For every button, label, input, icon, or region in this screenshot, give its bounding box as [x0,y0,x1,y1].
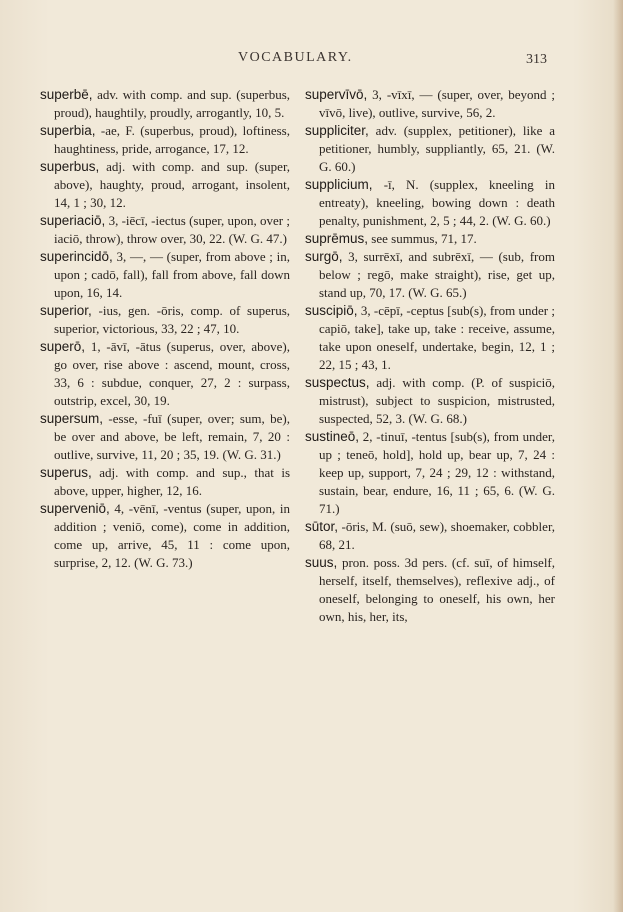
vocab-entry [40,464,290,500]
vocab-entry [40,122,290,158]
entry-text: -esse, -fuī (super, over; sum, be), be over and above, be left, remain, 7, 20 : outlive, survive, 11, 20 ; 35, 19. (W. G. 31.) [54,411,290,462]
vocab-entry [40,500,290,572]
vocab-entry [305,374,555,428]
vocab-entry [40,248,290,302]
entry-text: -ae, F. (superbus, proud), loftiness, haughtiness, pride, arrogance, 17, 12. [54,123,290,156]
entry-text: adj. with comp. and sup., that is above, upper, higher, 12, 16. [54,465,291,498]
vocab-entry [305,428,555,518]
page-header [0,50,623,72]
vocab-entry [305,518,555,554]
vocab-entry [40,86,290,122]
entry-text: 4, -vēnī, -ventus (super, upon, in addition ; veniō, come), come in addition, come up, arrive, 45, 11 : come upon, surprise, 2, 12. (W. G. 73.) [54,501,290,570]
entry-headword: supersum, [40,411,104,426]
vocab-entry [40,302,290,338]
right-column [305,86,555,626]
entry-text: 3, -vīxī, — (super, over, beyond ; vīvō, live), outlive, survive, 56, 2. [319,87,555,120]
entry-headword: superbia, [40,123,96,138]
entry-headword: superbē, [40,87,93,102]
entry-headword: sustineō, [305,429,360,444]
vocab-entry [40,212,290,248]
entry-text: -ī, N. (supplex, kneeling in entreaty), kneeling, bowing down : death penalty, punishment, 2, 5 ; 44, 2. (W. G. 60.) [319,177,555,228]
entry-headword: suppliciter, [305,123,369,138]
vocab-entry [40,410,290,464]
entry-headword: surgō, [305,249,343,264]
entry-text: -ius, gen. -ōris, comp. of superus, superior, victorious, 33, 22 ; 47, 10. [54,303,291,336]
entry-text: 3, surrēxī, and subrēxī, — (sub, from below ; regō, make straight), rise, get up, stand up, 70, 17. (W. G. 65.) [319,249,555,300]
entry-text: adj. with comp. (P. of suspiciō, mistrust), subject to suspicion, mistrusted, suspected, 52, 3. (W. G. 68.) [319,375,556,426]
entry-headword: superō, [40,339,86,354]
entry-headword: sūtor, [305,519,339,534]
entry-headword: supervīvō, [305,87,368,102]
entry-text: 2, -tinuī, -tentus [sub(s), from under, up ; teneō, hold], hold up, bear up, 7, 24 : keep up, support, 7, 24 ; 29, 12 : withstand, sustain, bear, endure, 16, 11 ; 65, 6. (W. G. 71.) [319,429,555,516]
left-column [40,86,290,572]
entry-text: adv. (supplex, petitioner), like a petitioner, humbly, suppliantly, 65, 21. (W. G. 60.) [319,123,556,174]
page-number: 313 [526,52,547,67]
entry-headword: superior, [40,303,92,318]
entry-headword: suus, [305,555,338,570]
vocab-entry [305,176,555,230]
vocab-entry [305,86,555,122]
vocab-entry [305,230,555,248]
entry-headword: supplicium, [305,177,373,192]
entry-headword: suprēmus, [305,231,369,246]
vocab-entry [305,302,555,374]
entry-text: 3, -iēcī, -iectus (super, upon, over ; iaciō, throw), throw over, 30, 22. (W. G. 47.) [54,213,290,246]
entry-text: see summus, 71, 17. [371,231,477,246]
vocab-entry [305,248,555,302]
entry-text: adj. with comp. and sup. (super, above), haughty, proud, arrogant, insolent, 14, 1 ; 30, 12. [54,159,291,210]
running-head: VOCABULARY. [238,50,353,65]
entry-headword: superveniō, [40,501,110,516]
entry-headword: suscipiō, [305,303,358,318]
entry-headword: suspectus, [305,375,370,390]
entry-headword: superiaciō, [40,213,106,228]
vocab-entry [305,122,555,176]
entry-text: pron. poss. 3d pers. (cf. suī, of himself, herself, itself, themselves), reflexive adj., of oneself, belonging to oneself, his own, her own, his, her, its, [319,555,556,624]
vocab-entry [40,158,290,212]
entry-text: 3, -cēpī, -ceptus [sub(s), from under ; capiō, take], take up, take : receive, assume, take upon oneself, undertake, begin, 12, 1 ; 22, 15 ; 43, 1. [319,303,556,372]
entry-text: 3, —, — (super, from above ; in, upon ; cadō, fall), fall from above, fall down upon, 16, 14. [54,249,290,300]
entry-text: -ōris, M. (suō, sew), shoemaker, cobbler, 68, 21. [319,519,555,552]
vocab-entry [305,554,555,626]
entry-headword: superus, [40,465,92,480]
entry-headword: superbus, [40,159,100,174]
page-edge-shadow [613,0,623,912]
vocab-entry [40,338,290,410]
entry-text: 1, -āvī, -ātus (superus, over, above), go over, rise above : ascend, mount, cross, 33, 6 : subdue, conquer, 27, 2 : surpass, outstrip, excel, 30, 19. [54,339,290,408]
entry-headword: superincidō, [40,249,113,264]
entry-text: adv. with comp. and sup. (superbus, proud), haughtily, proudly, arrogantly, 10, 5. [54,87,291,120]
